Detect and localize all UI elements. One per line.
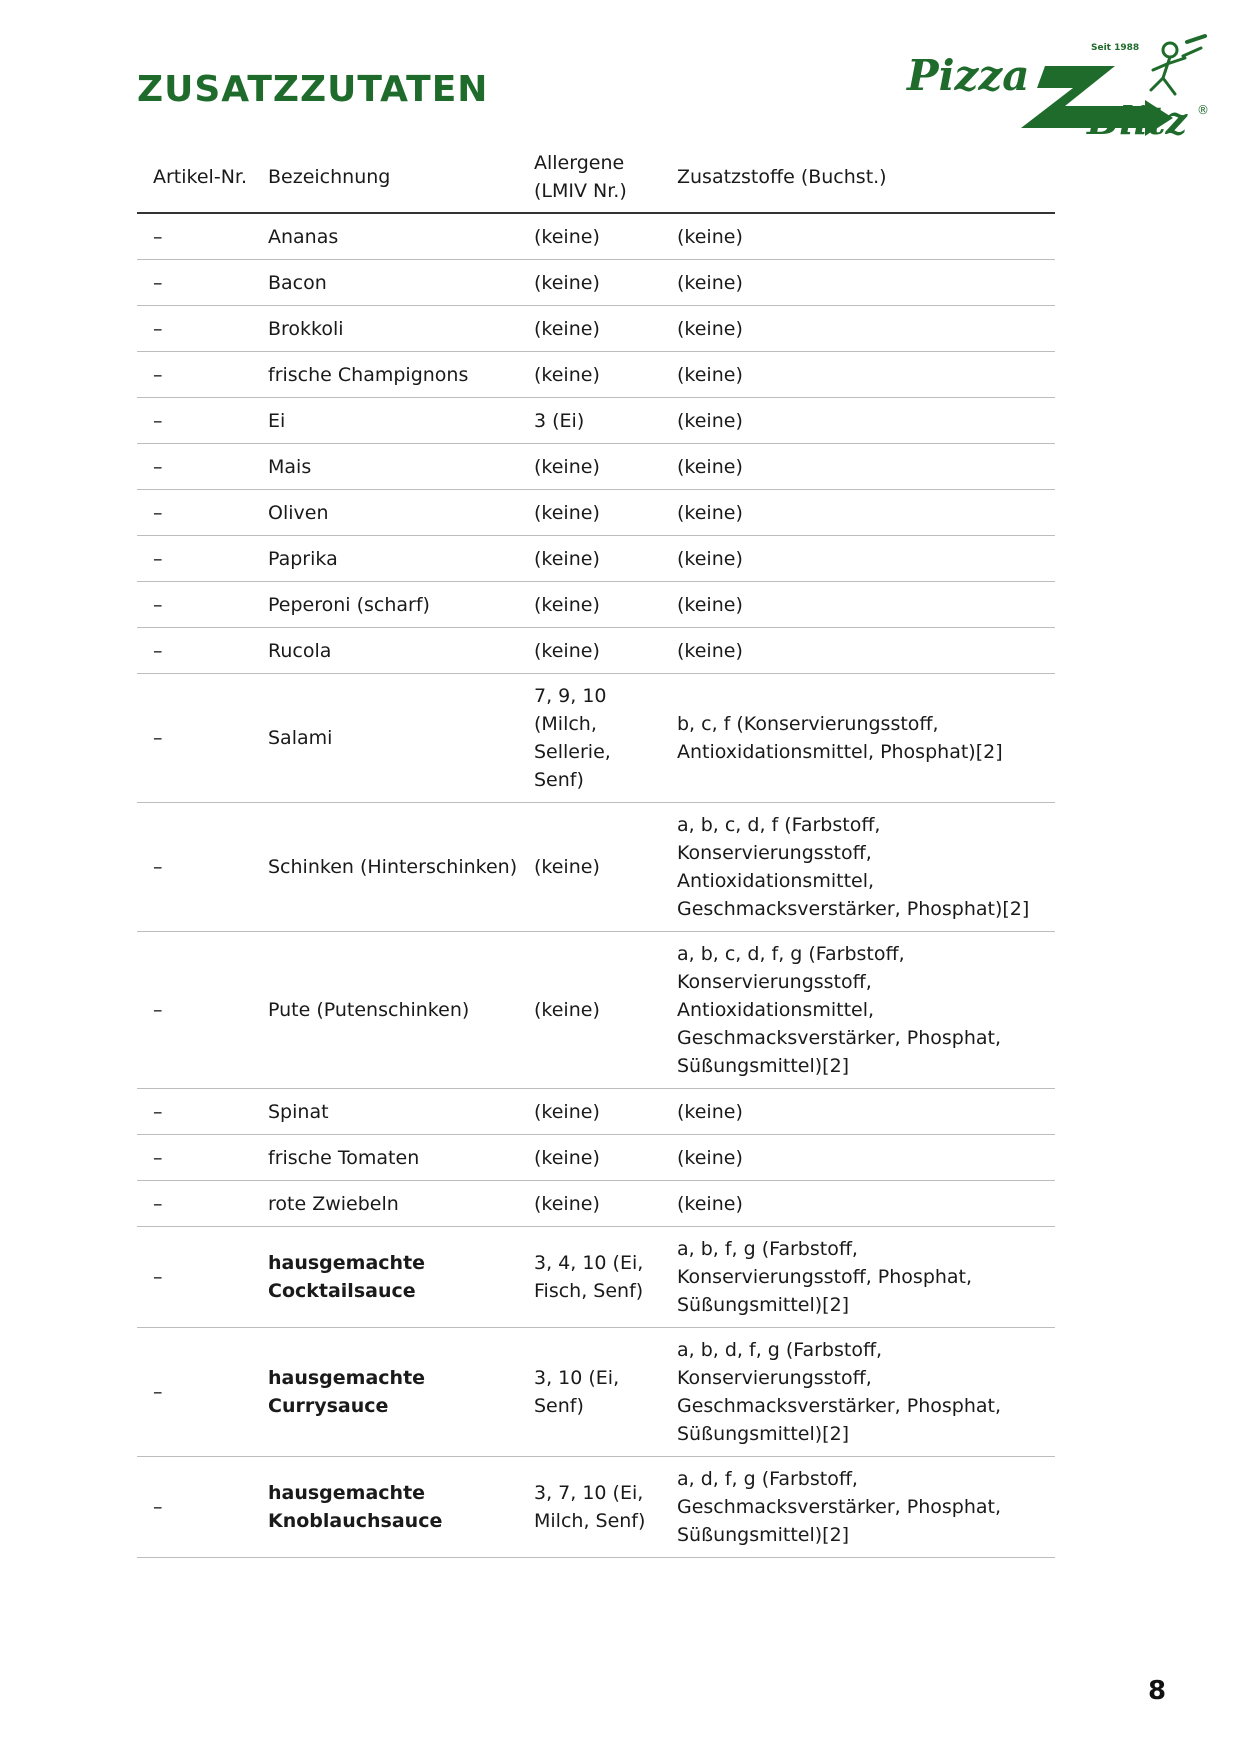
cell-bezeichnung: Peperoni (scharf) [252,582,518,628]
cell-bezeichnung: Spinat [252,1089,518,1135]
cell-bezeichnung: Salami [252,674,518,803]
logo-word-blitz: Blitz [1087,98,1188,143]
cell-artikel-nr: – [137,260,252,306]
pizza-blitz-logo [905,28,1215,148]
cell-allergene: (keine) [518,352,661,398]
table-row [137,536,1055,582]
table-row [137,1328,1055,1457]
table-row [137,490,1055,536]
cell-zusatzstoffe: (keine) [661,444,1055,490]
cell-bezeichnung: Schinken (Hinterschinken) [252,803,518,932]
cell-allergene: 3, 10 (Ei, Senf) [518,1328,661,1457]
cell-zusatzstoffe: a, b, c, d, f (Farbstoff, Konservierungsstoff, Antioxidationsmittel, Geschmacksverstärker, Phosphat)[2] [661,803,1055,932]
cell-bezeichnung: hausgemachte Cocktailsauce [252,1227,518,1328]
table-row [137,1181,1055,1227]
table-row [137,1227,1055,1328]
cell-bezeichnung: Pute (Putenschinken) [252,932,518,1089]
cell-allergene: (keine) [518,803,661,932]
cell-zusatzstoffe: (keine) [661,213,1055,260]
cell-zusatzstoffe: a, b, f, g (Farbstoff, Konservierungsstoff, Phosphat, Süßungsmittel)[2] [661,1227,1055,1328]
cell-bezeichnung: Ei [252,398,518,444]
cell-zusatzstoffe: b, c, f (Konservierungsstoff, Antioxidationsmittel, Phosphat)[2] [661,674,1055,803]
cell-artikel-nr: – [137,1135,252,1181]
cell-zusatzstoffe: a, b, c, d, f, g (Farbstoff, Konservierungsstoff, Antioxidationsmittel, Geschmacksverstärker, Phosphat, Süßungsmittel)[2] [661,932,1055,1089]
cell-artikel-nr: – [137,306,252,352]
cell-bezeichnung: Brokkoli [252,306,518,352]
table-row [137,582,1055,628]
cell-zusatzstoffe: (keine) [661,352,1055,398]
cell-bezeichnung: Mais [252,444,518,490]
cell-bezeichnung: Paprika [252,536,518,582]
table-row [137,444,1055,490]
cell-allergene: (keine) [518,932,661,1089]
table-row [137,628,1055,674]
header-artikel-nr: Artikel-Nr. [137,142,252,213]
cell-artikel-nr: – [137,582,252,628]
cell-allergene: 3, 4, 10 (Ei, Fisch, Senf) [518,1227,661,1328]
cell-bezeichnung: frische Tomaten [252,1135,518,1181]
table-body [137,213,1055,1558]
cell-bezeichnung: hausgemachte Currysauce [252,1328,518,1457]
page-title: ZUSATZZUTATEN [137,69,489,110]
cell-artikel-nr: – [137,1089,252,1135]
zusatzzutaten-table [137,142,1055,1558]
cell-allergene: (keine) [518,444,661,490]
cell-zusatzstoffe: (keine) [661,582,1055,628]
cell-zusatzstoffe: (keine) [661,398,1055,444]
cell-bezeichnung: Ananas [252,213,518,260]
cell-bezeichnung: Oliven [252,490,518,536]
cell-bezeichnung: hausgemachte Knoblauchsauce [252,1457,518,1558]
cell-bezeichnung: frische Champignons [252,352,518,398]
table-row [137,1135,1055,1181]
cell-allergene: 3, 7, 10 (Ei, Milch, Senf) [518,1457,661,1558]
page-number: 8 [1148,1676,1167,1706]
cell-zusatzstoffe: (keine) [661,306,1055,352]
cell-bezeichnung: Rucola [252,628,518,674]
table-header-row [137,142,1055,213]
logo-registered: ® [1197,103,1209,117]
table-row [137,398,1055,444]
header-bezeichnung: Bezeichnung [252,142,518,213]
cell-artikel-nr: – [137,674,252,803]
cell-artikel-nr: – [137,398,252,444]
cell-zusatzstoffe: a, d, f, g (Farbstoff, Geschmacksverstärker, Phosphat, Süßungsmittel)[2] [661,1457,1055,1558]
table-row [137,803,1055,932]
table-row [137,306,1055,352]
table-row [137,352,1055,398]
cell-allergene: (keine) [518,536,661,582]
cell-artikel-nr: – [137,352,252,398]
header-zusatzstoffe: Zusatzstoffe (Buchst.) [661,142,1055,213]
logo-since: Seit 1988 [1091,43,1140,53]
cell-artikel-nr: – [137,932,252,1089]
cell-allergene: (keine) [518,1135,661,1181]
cell-zusatzstoffe: (keine) [661,1089,1055,1135]
cell-artikel-nr: – [137,1181,252,1227]
cell-artikel-nr: – [137,628,252,674]
cell-zusatzstoffe: a, b, d, f, g (Farbstoff, Konservierungsstoff, Geschmacksverstärker, Phosphat, Süßungsmittel)[2] [661,1328,1055,1457]
cell-zusatzstoffe: (keine) [661,1181,1055,1227]
cell-zusatzstoffe: (keine) [661,1135,1055,1181]
running-chef-icon [1151,36,1205,94]
table-row [137,213,1055,260]
cell-zusatzstoffe: (keine) [661,628,1055,674]
cell-allergene: (keine) [518,306,661,352]
cell-allergene: (keine) [518,582,661,628]
cell-artikel-nr: – [137,490,252,536]
table-row [137,932,1055,1089]
cell-allergene: (keine) [518,628,661,674]
cell-bezeichnung: rote Zwiebeln [252,1181,518,1227]
cell-artikel-nr: – [137,536,252,582]
header-allergene: Allergene (LMIV Nr.) [518,142,661,213]
table-row [137,674,1055,803]
cell-allergene: (keine) [518,1089,661,1135]
cell-zusatzstoffe: (keine) [661,490,1055,536]
cell-artikel-nr: – [137,1328,252,1457]
cell-bezeichnung: Bacon [252,260,518,306]
cell-artikel-nr: – [137,1227,252,1328]
table-row [137,260,1055,306]
table-row [137,1457,1055,1558]
table-row [137,1089,1055,1135]
cell-allergene: (keine) [518,260,661,306]
cell-artikel-nr: – [137,1457,252,1558]
logo-word-pizza: Pizza [907,51,1030,100]
cell-zusatzstoffe: (keine) [661,536,1055,582]
cell-zusatzstoffe: (keine) [661,260,1055,306]
cell-allergene: (keine) [518,213,661,260]
cell-artikel-nr: – [137,803,252,932]
cell-artikel-nr: – [137,213,252,260]
cell-allergene: 7, 9, 10 (Milch, Sellerie, Senf) [518,674,661,803]
cell-artikel-nr: – [137,444,252,490]
cell-allergene: (keine) [518,490,661,536]
cell-allergene: (keine) [518,1181,661,1227]
cell-allergene: 3 (Ei) [518,398,661,444]
